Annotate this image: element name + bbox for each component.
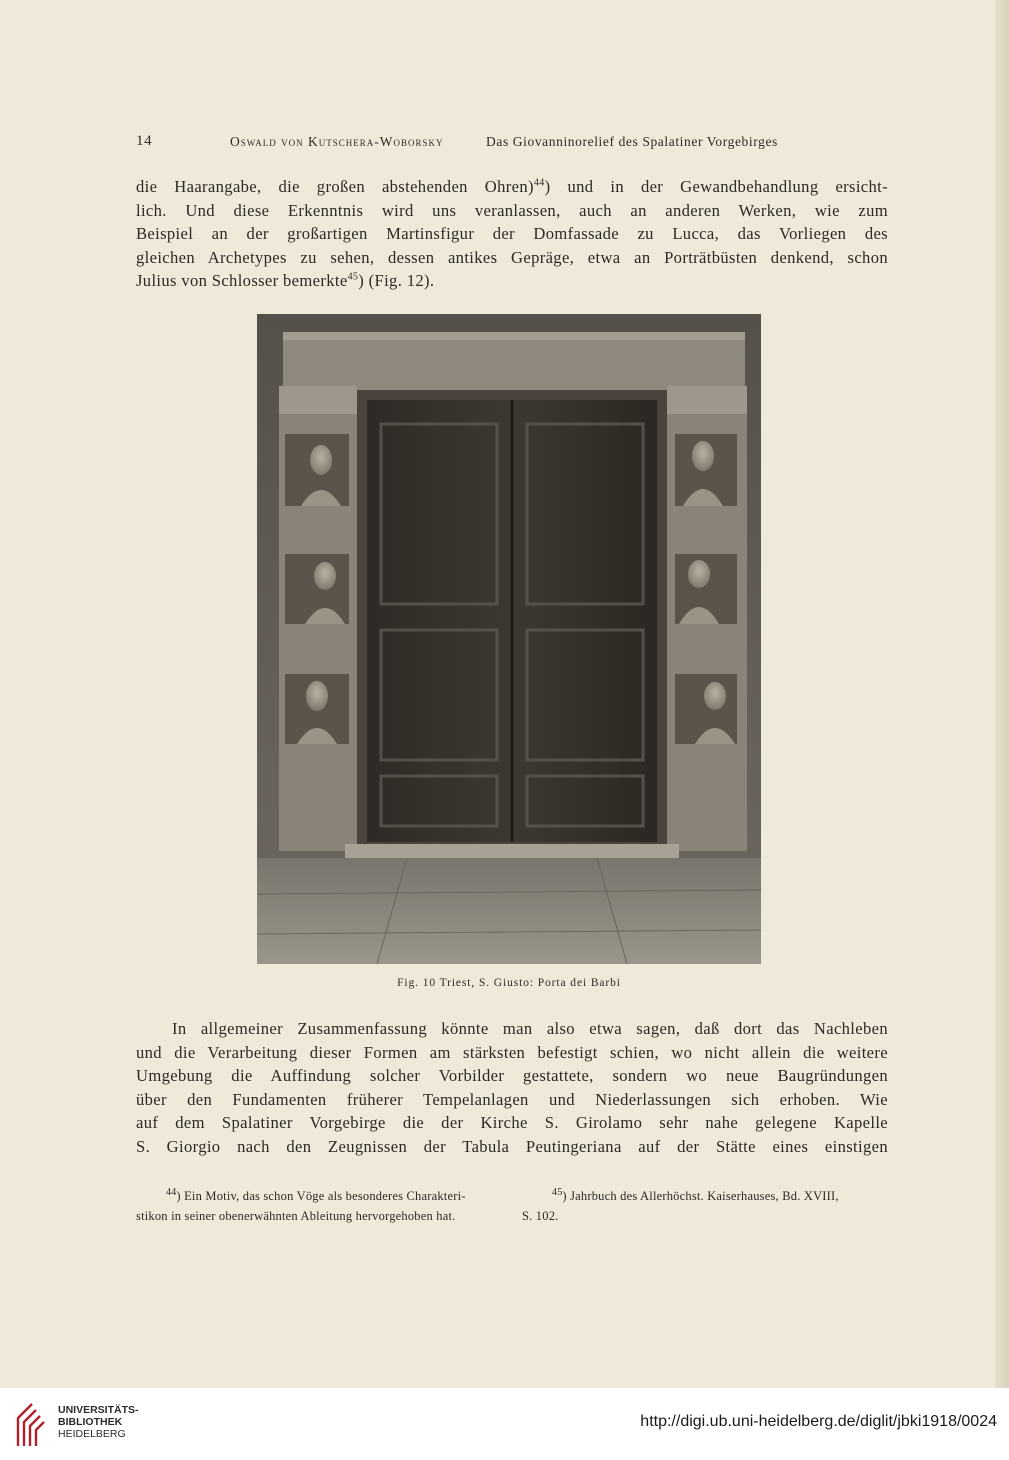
text-line: lich. Und diese Erkenntnis wird uns veranlassen, auch an anderen Werken, wie zum <box>136 200 888 220</box>
text-line: über den Fundamenten früherer Tempelanlagen und Niederlassungen sich erhoben. Wie <box>136 1089 888 1109</box>
text-line: auf dem Spalatiner Vorgebirge die der Kirche S. Girolamo sehr nahe gelegene Kapelle <box>136 1113 888 1132</box>
library-footer <box>0 1388 1009 1460</box>
text-line: Umgebung die Auffindung solcher Vorbilder gestattete, sondern wo neue Baugründungen <box>136 1066 888 1085</box>
figure-photo-door <box>257 314 761 964</box>
footnote-marker: 44 <box>166 1186 177 1198</box>
paragraph-1 <box>136 175 888 293</box>
relief-niches-left <box>285 434 349 744</box>
text-line: In allgemeiner Zusammenfassung könnte man also etwa sagen, daß dort das Nachleben <box>172 1019 888 1038</box>
permalink-url[interactable]: http://digi.ub.uni-heidelberg.de/diglit/jbki1918/0024 <box>640 1413 997 1430</box>
text-line: und die Verarbeitung dieser Formen am stärksten befestigt schien, wo nicht allein die weitere <box>136 1042 888 1062</box>
footnote-ref[interactable]: 45 <box>347 271 359 283</box>
footnote-45: $^{45}$) Jahrbuch des Allerhöchst. Kaiserhauses, Bd. XVIII, S. 102. <box>522 1186 839 1223</box>
text-line: die Haarangabe, die großen abstehenden Ohren)$^{44}$) und in der Gewandbehandlung ersicht- <box>136 177 888 196</box>
page-edge <box>995 0 1009 1388</box>
library-logo-icon[interactable] <box>12 1398 52 1450</box>
relief-niches-right <box>675 434 737 744</box>
running-head-author: Oswald von Kutschera-Woborsky <box>230 134 444 149</box>
text-line: Beispiel an der großartigen Martinsfigur der Domfassade zu Lucca, das Vorliegen des <box>136 224 888 243</box>
footnote-44: $^{44}$) Ein Motiv, das schon Vöge als besonderes Charakteri- stikon in seiner obenerwähnten Ableitung hervorgehoben hat. <box>136 1186 466 1223</box>
text-line: S. Giorgio nach den Zeugnissen der Tabula Peutingeriana auf der Stätte eines einstigen <box>136 1136 888 1156</box>
running-head-title: Das Giovanninorelief des Spalatiner Vorgebirges <box>486 134 778 149</box>
page-number: 14 <box>136 133 153 149</box>
footnote-ref[interactable]: 44 <box>533 177 545 189</box>
library-name: UNIVERSITÄTS- BIBLIOTHEK HEIDELBERG <box>58 1404 139 1440</box>
text-line: Julius von Schlosser bemerkte$^{45}$) (Fig. 12). <box>136 271 435 290</box>
text-line: gleichen Archetypes zu sehen, dessen antikes Gepräge, etwa an Porträtbüsten denkend, schon <box>136 247 888 267</box>
paragraph-2 <box>136 1017 888 1158</box>
running-head <box>136 133 888 155</box>
footnote-marker: 45 <box>552 1186 563 1198</box>
figure-caption: Fig. 10 Triest, S. Giusto: Porta dei Barbi <box>397 977 621 989</box>
